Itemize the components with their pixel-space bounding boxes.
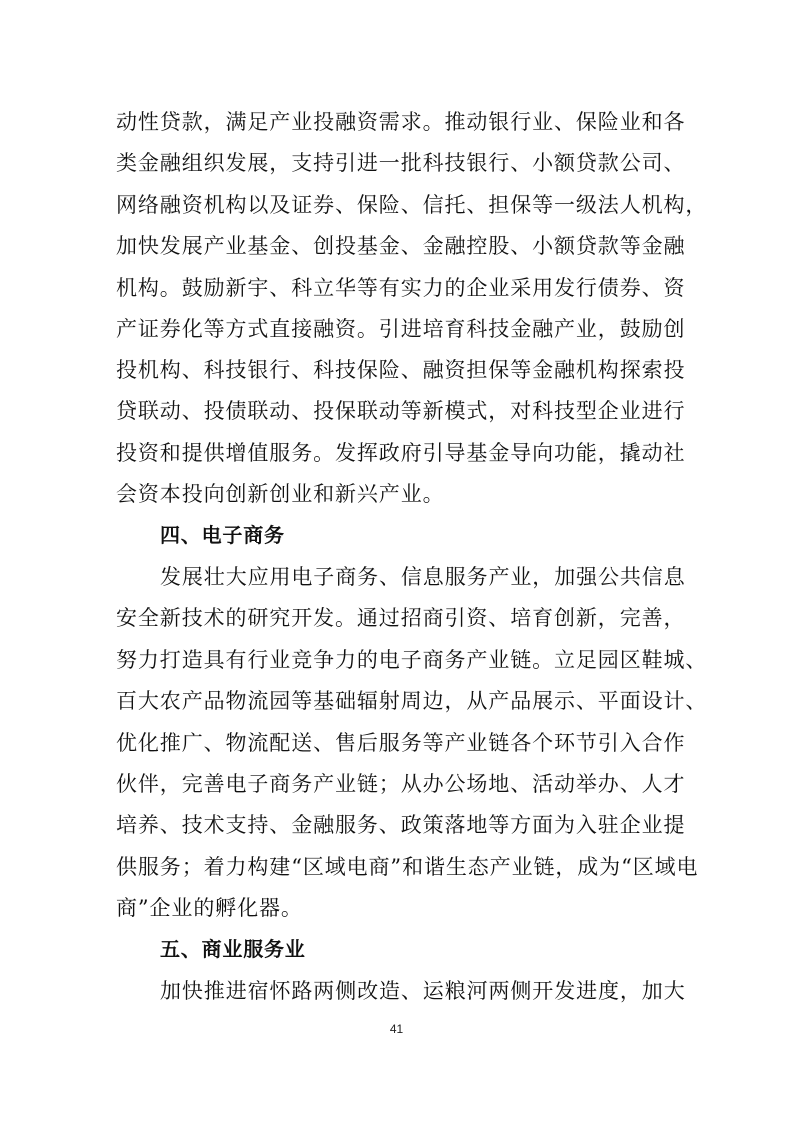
page-number: 41 (389, 1022, 404, 1036)
text-line: 优化推广、物流配送、售后服务等产业链各个环节引入合作 (116, 731, 686, 755)
text-line: 供服务；着力构建“区域电商”和谐生态产业链，成为“区域电 (116, 855, 699, 879)
text-line: 动性贷款，满足产业投融资需求。推动银行业、保险业和各 (116, 110, 686, 134)
text-line: 百大农产品物流园等基础辐射周边，从产品展示、平面设计、 (116, 689, 708, 713)
text-line: 投资和提供增值服务。发挥政府引导基金导向功能，撬动社 (116, 441, 686, 465)
text-line: 产证券化等方式直接融资。引进培育科技金融产业，鼓励创 (116, 317, 686, 341)
text-line: 会资本投向创新创业和新兴产业。 (116, 482, 445, 506)
text-line: 发展壮大应用电子商务、信息服务产业，加强公共信息 (160, 565, 686, 589)
text-line: 伙伴，完善电子商务产业链；从办公场地、活动举办、人才 (116, 772, 686, 796)
text-line: 机构。鼓励新宇、科立华等有实力的企业采用发行债券、资 (116, 276, 686, 300)
text-line: 类金融组织发展，支持引进一批科技银行、小额贷款公司、 (116, 151, 686, 175)
section-heading-commercial-services: 五、商业服务业 (160, 937, 306, 961)
text-line: 投机构、科技银行、科技保险、融资担保等金融机构探索投 (116, 358, 686, 382)
text-line: 贷联动、投债联动、投保联动等新模式，对科技型企业进行 (116, 399, 686, 423)
text-line: 加快推进宿怀路两侧改造、运粮河两侧开发进度，加大 (160, 979, 686, 1003)
text-line: 加快发展产业基金、创投基金、金融控股、小额贷款等金融 (116, 234, 686, 258)
text-line: 努力打造具有行业竞争力的电子商务产业链。立足园区鞋城、 (116, 648, 708, 672)
text-line: 安全新技术的研究开发。通过招商引资、培育创新，完善， (116, 606, 686, 630)
section-heading-ecommerce: 四、电子商务 (160, 523, 285, 547)
text-line: 培养、技术支持、金融服务、政策落地等方面为入驻企业提 (116, 813, 686, 837)
text-line: 商”企业的孵化器。 (116, 896, 303, 920)
text-line: 网络融资机构以及证券、保险、信托、担保等一级法人机构， (116, 193, 708, 217)
